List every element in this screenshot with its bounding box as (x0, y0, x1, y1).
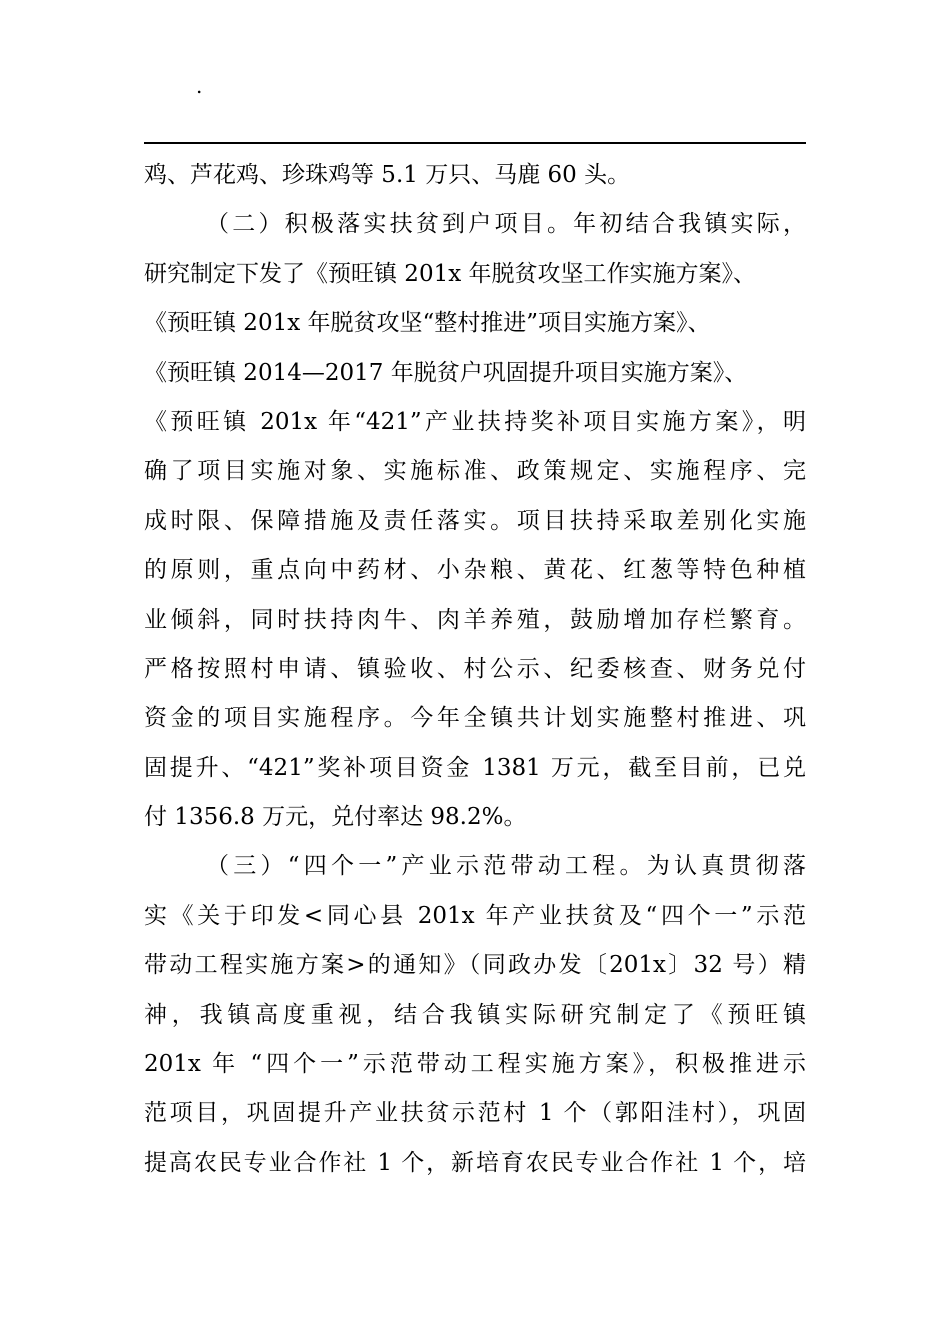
text-line: 成时限、保障措施及责任落实。项目扶持采取差别化实施 (144, 507, 806, 534)
text-line: 研究制定下发了《预旺镇 201x 年脱贫攻坚工作实施方案》、 (144, 260, 756, 287)
text-line: 鸡、芦花鸡、珍珠鸡等 5.1 万只、马鹿 60 头。 (144, 162, 631, 188)
text-line: 提高农民专业合作社 1 个，新培育农民专业合作社 1 个，培 (144, 1149, 806, 1176)
text-line: 《预旺镇 201x 年脱贫攻坚“整村推进”项目实施方案》、 (144, 310, 711, 337)
text-line: 《预旺镇 2014—2017 年脱贫户巩固提升项目实施方案》、 (144, 359, 748, 386)
text-line: 严格按照村申请、镇验收、村公示、纪委核查、财务兑付 (144, 655, 806, 682)
header-mark: . (196, 74, 203, 98)
text-line: 的原则，重点向中药材、小杂粮、黄花、红葱等特色种植 (144, 557, 806, 584)
text-line: 《预旺镇 201x 年“421”产业扶持奖补项目实施方案》，明 (144, 408, 806, 435)
text-line: 付 1356.8 万元，兑付率达 98.2%。 (144, 804, 527, 831)
text-line: 确了项目实施对象、实施标准、政策规定、实施程序、完 (144, 458, 806, 485)
text-line: 固提升、“421”奖补项目资金 1381 万元，截至目前，已兑 (144, 754, 806, 781)
text-line: 神，我镇高度重视，结合我镇实际研究制定了《预旺镇 (144, 1001, 806, 1028)
text-line: 实《关于印发<同心县 201x 年产业扶贫及“四个一”示范 (144, 902, 806, 929)
paragraph-heading-line: （三）“四个一”产业示范带动工程。为认真贯彻落 (206, 853, 806, 880)
header-rule (144, 142, 806, 144)
paragraph-heading-line: （二）积极落实扶贫到户项目。年初结合我镇实际， (206, 211, 806, 238)
document-body (144, 151, 806, 1188)
text-line: 业倾斜，同时扶持肉牛、肉羊养殖，鼓励增加存栏繁育。 (144, 606, 806, 633)
text-line: 资金的项目实施程序。今年全镇共计划实施整村推进、巩 (144, 705, 806, 732)
text-line: 201x 年 “四个一”示范带动工程实施方案》，积极推进示 (144, 1051, 806, 1078)
text-line: 范项目，巩固提升产业扶贫示范村 1 个（郭阳洼村），巩固 (144, 1100, 806, 1127)
text-line: 带动工程实施方案>的通知》（同政办发〔201x〕32 号）精 (144, 952, 806, 979)
